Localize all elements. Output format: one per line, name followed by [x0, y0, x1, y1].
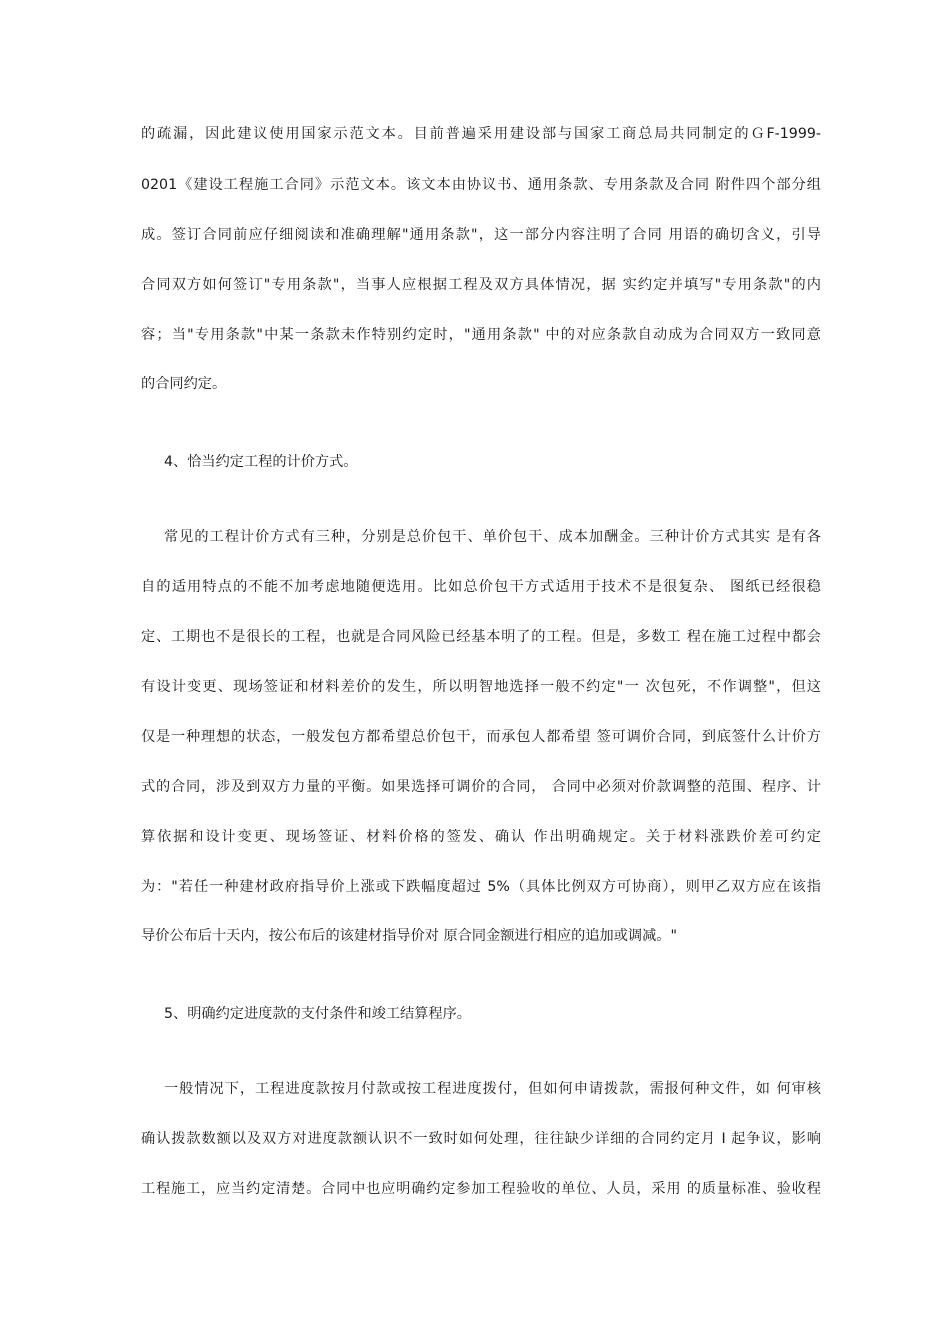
- paragraph-2-line-8: 为："若任一种建材政府指导价上涨或下跌幅度超过 5%（具体比例双方可协商），则甲乙双方应在该指: [141, 879, 821, 895]
- paragraph-3-line-2: 确认拨款数额以及双方对进度款额认识不一致时如何处理，往往缺少详细的合同约定月 I 起争议，影响: [141, 1131, 821, 1147]
- paragraph-1-line-6: 的合同约定。: [141, 376, 227, 392]
- paragraph-2-line-7: 算依据和设计变更、现场签证、材料价格的签发、确认 作出明确规定。关于材料涨跌价差可约定: [141, 829, 821, 845]
- paragraph-1-line-2: 0201《建设工程施工合同》示范文本。该文本由协议书、通用条款、专用条款及合同 附件四个部分组: [141, 177, 821, 193]
- paragraph-1-line-5: 容；当"专用条款"中某一条款未作特别约定时，"通用条款" 中的对应条款自动成为合同双方一致同意: [141, 327, 821, 343]
- paragraph-2-line-6: 式的合同，涉及到双方力量的平衡。如果选择可调价的合同， 合同中必须对价款调整的范围、程序、计: [141, 779, 821, 795]
- paragraph-2-line-3: 定、工期也不是很长的工程，也就是合同风险已经基本明了的工程。但是，多数工 程在施工过程中都会: [141, 629, 821, 645]
- paragraph-2-line-5: 仅是一种理想的状态，一般发包方都希望总价包干，而承包人都希望 签可调价合同，到底签什么计价方: [141, 729, 821, 745]
- paragraph-3-line-3: 工程施工，应当约定清楚。合同中也应明确约定参加工程验收的单位、人员，采用 的质量标准、验收程: [141, 1181, 821, 1197]
- paragraph-1-line-3: 成。签订合同前应仔细阅读和准确理解"通用条款"，这一部分内容注明了合同 用语的确切含义，引导: [141, 227, 821, 243]
- section-heading-4: 4、恰当约定工程的计价方式。: [164, 454, 358, 470]
- paragraph-2-line-9: 导价公布后十天内，按公布后的该建材指导价对 原合同金额进行相应的追加或调减。": [141, 928, 677, 944]
- paragraph-3-line-1: 一般情况下，工程进度款按月付款或按工程进度拨付，但如何申请拨款，需报何种文件，如 何审核: [164, 1081, 821, 1097]
- paragraph-2-line-2: 自的适用特点的不能不加考虑地随便选用。比如总价包干方式适用于技术不是很复杂、 图纸已经很稳: [141, 579, 821, 595]
- paragraph-1-line-1: 的疏漏，因此建议使用国家示范文本。目前普遍采用建设部与国家工商总局共同制定的ＧF-1999-: [141, 126, 821, 142]
- paragraph-2-line-4: 有设计变更、现场签证和材料差价的发生，所以明智地选择一般不约定"一 次包死，不作调整"，但这: [141, 679, 821, 695]
- section-heading-5: 5、明确约定进度款的支付条件和竣工结算程序。: [164, 1006, 471, 1022]
- paragraph-2-line-1: 常见的工程计价方式有三种，分别是总价包干、单价包干、成本加酬金。三种计价方式其实 是有各: [164, 529, 821, 545]
- paragraph-1-line-4: 合同双方如何签订"专用条款"，当事人应根据工程及双方具体情况，据 实约定并填写"专用条款"的内: [141, 277, 821, 293]
